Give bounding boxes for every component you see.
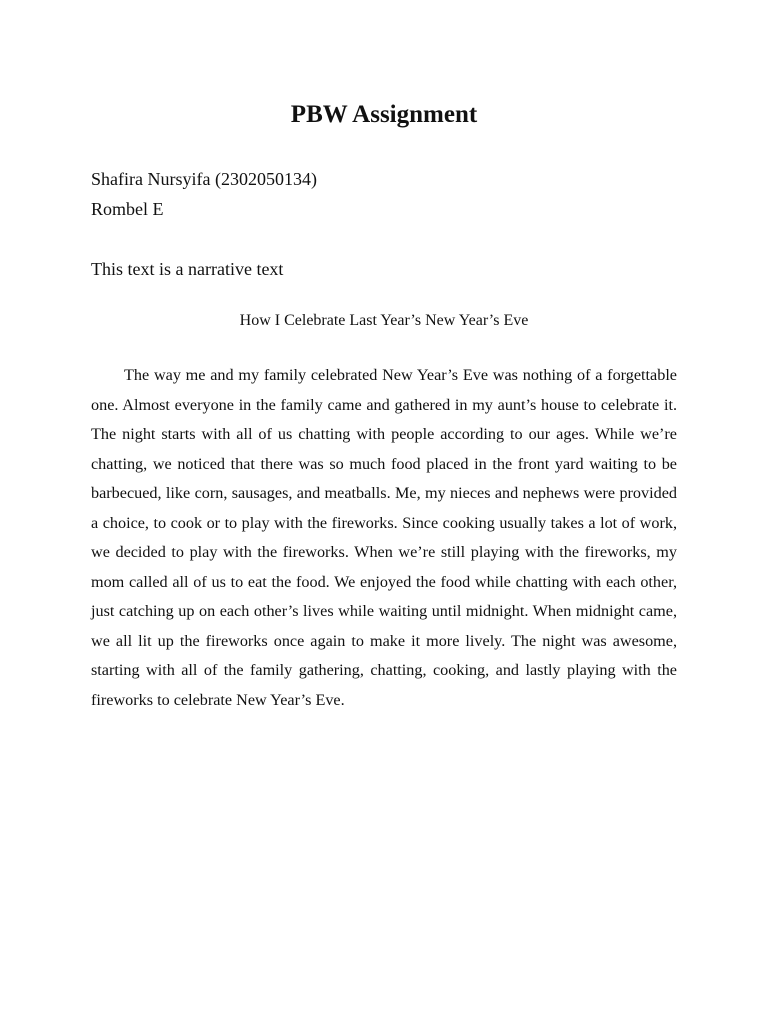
document-title: PBW Assignment <box>290 101 478 128</box>
text-type-note: This text is a narrative text <box>91 259 284 279</box>
class-line: Rombel E <box>91 199 164 219</box>
story-title: How I Celebrate Last Year’s New Year’s Eve <box>239 312 529 329</box>
author-line: Shafira Nursyifa (2302050134) <box>91 169 317 189</box>
narrative-paragraph: The way me and my family celebrated New Year’s Eve was nothing of a forgettable one. Almost everyone in the family came and gathered in my aunt’s house to celebrate it. The night starts with all of us chatting with people according to our ages. While we’re chatting, we noticed that there was so much food placed in the front yard waiting to be barbecued, like corn, sausages, and meatballs. Me, my nieces and nephews were provided a choice, to cook or to play with the fireworks. Since cooking usually takes a lot of work, we decided to play with the fireworks. When we’re still playing with the fireworks, my mom called all of us to eat the food. We enjoyed the food while chatting with each other, just catching up on each other’s lives while waiting until midnight. When midnight came, we all lit up the fireworks once again to make it more lively. The night was awesome, starting with all of the family gathering, chatting, cooking, and lastly playing with the fireworks to celebrate New Year’s Eve. <box>91 366 677 709</box>
